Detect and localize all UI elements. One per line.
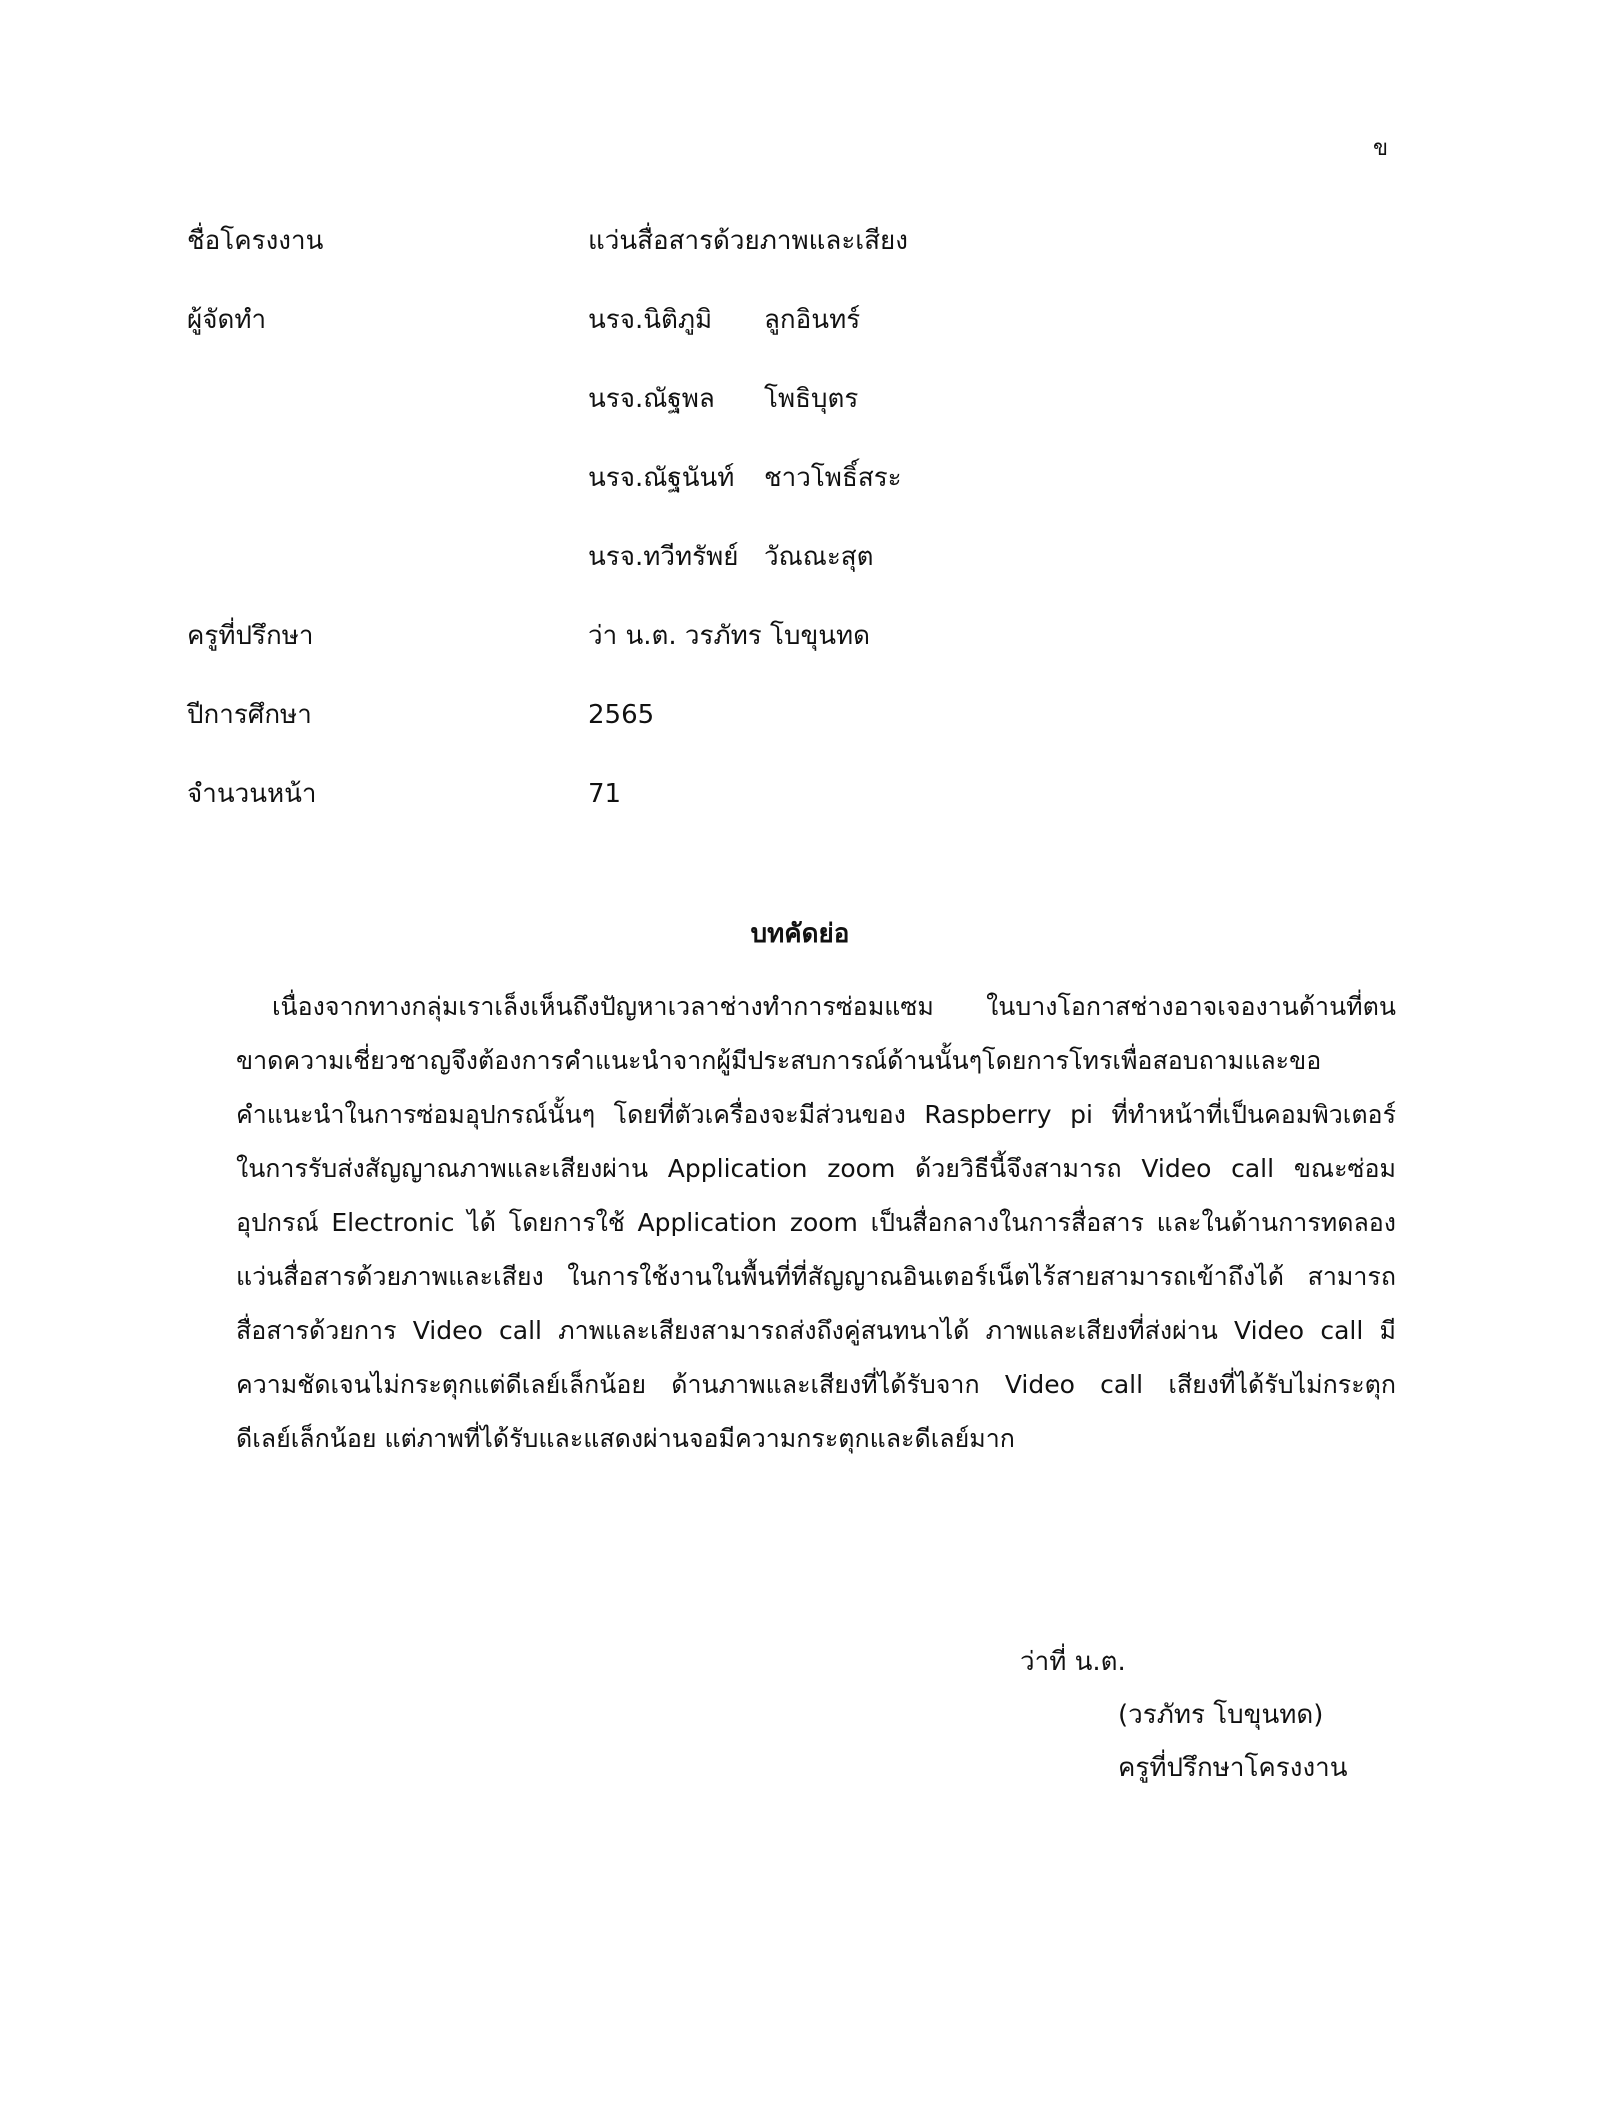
project-title-value: แว่นสื่อสารด้วยภาพและเสียง xyxy=(588,226,908,256)
abstract-line: ดีเลย์เล็กน้อย แต่ภาพที่ได้รับและแสดงผ่านจอมีความกระตุกและดีเลย์มาก xyxy=(236,1424,1015,1453)
advisor-value: ว่า น.ต. วรภัทร โบขุนทด xyxy=(588,621,871,651)
academic-year-value: 2565 xyxy=(588,700,655,730)
author-4 xyxy=(588,537,874,577)
author-2-last-name: โพธิบุตร xyxy=(764,384,859,414)
abstract-line: ในการรับส่งสัญญาณภาพและเสียงผ่าน Application zoom ด้วยวิธีนี้จึงสามารถ Video call ขณะซ่อม xyxy=(236,1154,1396,1183)
abstract-line: อุปกรณ์ Electronic ได้ โดยการใช้ Application zoom เป็นสื่อกลางในการสื่อสาร และในด้านการทดลอง xyxy=(236,1208,1396,1237)
abstract-heading: บทคัดย่อ xyxy=(750,919,850,949)
page-count-label: จำนวนหน้า xyxy=(187,779,317,809)
abstract-line: เนื่องจากทางกลุ่มเราเล็งเห็นถึงปัญหาเวลาช่างทำการซ่อมแซม ในบางโอกาสช่างอาจเจองานด้านที่ตน xyxy=(272,992,1396,1021)
academic-year-label: ปีการศึกษา xyxy=(187,700,312,730)
author-1 xyxy=(588,300,860,340)
abstract-line: คำแนะนำในการซ่อมอุปกรณ์นั้นๆ โดยที่ตัวเครื่องจะมีส่วนของ Raspberry pi ที่ทำหน้าที่เป็นคอมพิวเตอร์ xyxy=(236,1100,1396,1129)
advisor-label: ครูที่ปรึกษา xyxy=(187,621,314,651)
project-title-label: ชื่อโครงงาน xyxy=(187,226,324,256)
author-4-first-name: นรจ.ทวีทรัพย์ xyxy=(588,542,739,572)
abstract-line: ความชัดเจนไม่กระตุกแต่ดีเลย์เล็กน้อย ด้านภาพและเสียงที่ได้รับจาก Video call เสียงที่ได้รับไม่กระตุก xyxy=(236,1370,1396,1399)
signature-title: ครูที่ปรึกษาโครงงาน xyxy=(1118,1753,1348,1783)
abstract-line: สื่อสารด้วยการ Video call ภาพและเสียงสามารถส่งถึงคู่สนทนาได้ ภาพและเสียงที่ส่งผ่าน Video call มี xyxy=(236,1316,1396,1345)
authors-label: ผู้จัดทำ xyxy=(187,305,267,335)
author-1-first-name: นรจ.นิติภูมิ xyxy=(588,305,713,335)
author-4-last-name: วัณณะสุต xyxy=(764,542,874,572)
page-count-value: 71 xyxy=(588,779,622,809)
signature-rank: ว่าที่ น.ต. xyxy=(1020,1647,1126,1677)
abstract-body xyxy=(236,980,1396,1466)
signature-name: (วรภัทร โบขุนทด) xyxy=(1118,1700,1324,1730)
author-2 xyxy=(588,379,858,419)
author-3-first-name: นรจ.ณัฐนันท์ xyxy=(588,463,735,493)
abstract-line: แว่นสื่อสารด้วยภาพและเสียง ในการใช้งานในพื้นที่ที่สัญญาณอินเตอร์เน็ตไร้สายสามารถเข้าถึงได้ สามารถ xyxy=(236,1262,1396,1291)
author-2-first-name: นรจ.ณัฐพล xyxy=(588,384,715,414)
author-3-last-name: ชาวโพธิ์สระ xyxy=(764,463,902,493)
page-number: ข xyxy=(1372,136,1388,161)
author-3 xyxy=(588,458,902,498)
abstract-line: ขาดความเชี่ยวชาญจึงต้องการคำแนะนำจากผู้มีประสบการณ์ด้านนั้นๆโดยการโทรเพื่อสอบถามและขอ xyxy=(236,1046,1322,1075)
author-1-last-name: ลูกอินทร์ xyxy=(764,305,861,335)
